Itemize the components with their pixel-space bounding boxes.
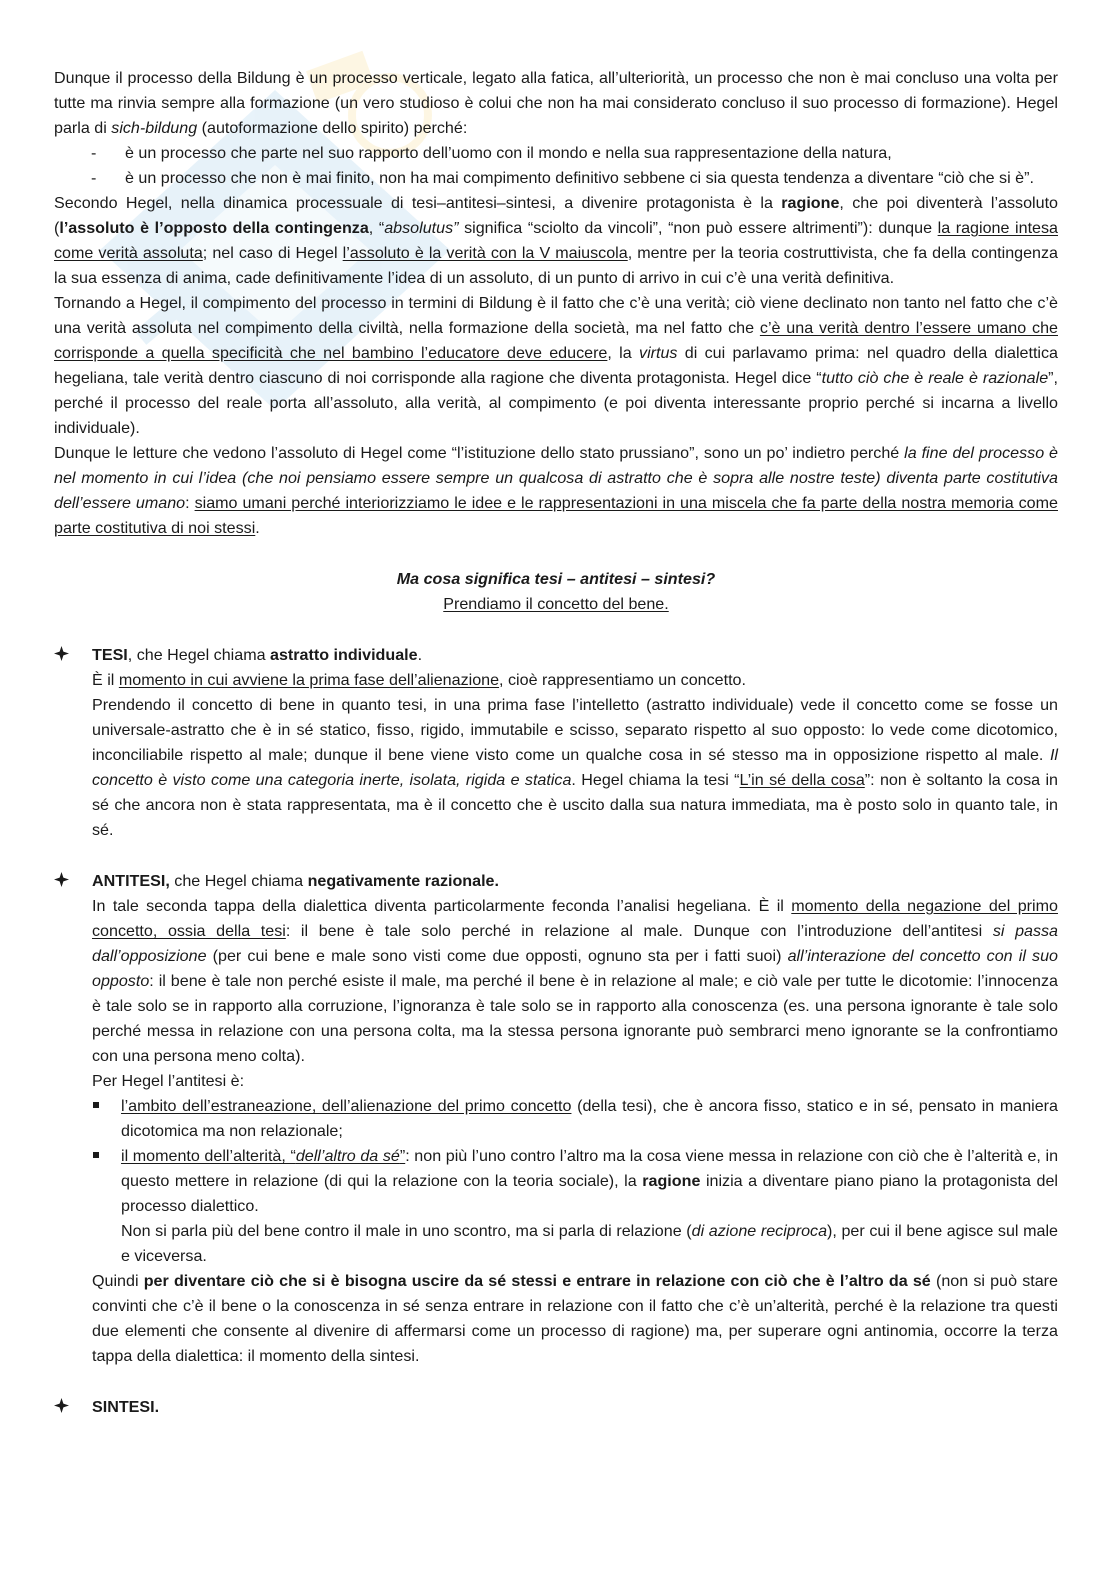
antitesi-per-hegel: Per Hegel l’antitesi è: xyxy=(92,1072,245,1090)
tesi-paragraph: Prendendo il concetto di bene in quanto tesi, in una prima fase l’intelletto (astratto individuale) vede il concetto come se fosse un universale-astratto che è in sé statico, fisso, rigido, immutabile e scisso, separato rispetto al suo opposto: lo vede come dicotomico, inconciliabile rispetto al male; dunque il bene viene visto come un qualche cosa in sé stesso ma in opposizione rispetto al male. Il concetto è visto come una categoria inerte, isolata, rigida e statica. Hegel chiama la tesi “L’in sé della cosa”: non è soltanto la cosa in sé che ancora non è stata rappresentata, ma è il concetto che è uscito dalla sua natura immediata, ma è posto solo in quanto tale, in sé. xyxy=(92,696,1058,839)
tesi-heading: TESI, che Hegel chiama astratto individuale. xyxy=(92,646,423,664)
square-list xyxy=(54,1094,1058,1219)
antitesi-relation-paragraph: Non si parla più del bene contro il male in uno scontro, ma si parla di relazione (di azione reciproca), per cui il bene agisce sul male e viceversa. xyxy=(121,1222,1058,1265)
section-question: Ma cosa significa tesi – antitesi – sintesi? xyxy=(396,570,716,588)
section-tesi xyxy=(54,643,1058,843)
dash-list xyxy=(54,141,1058,191)
list-item: - è un processo che non è mai finito, non ha mai compimento definitivo sebbene ci sia questa tendenza a diventare “ciò che si è”. xyxy=(54,166,1058,191)
paragraph-ragione: Secondo Hegel, nella dinamica processuale di tesi–antitesi–sintesi, a divenire protagonista è la ragione, che poi diventerà l’assoluto (l’assoluto è l’opposto della contingenza, “absolutus” significa “sciolto da vincoli”, “non può essere altrimenti”): dunque la ragione intesa come verità assoluta; nel caso di Hegel l’assoluto è la verità con la V maiuscola, mentre per la teoria costruttivista, che fa della contingenza la sua essenza di anima, cade definitivamente l’idea di un assoluto, di un punto di arrivo in cui c’è una verità definitiva. xyxy=(54,194,1058,287)
document-page xyxy=(54,66,1058,1420)
antitesi-conclusion: Quindi per diventare ciò che si è bisogna uscire da sé stessi e entrare in relazione con ciò che è l’altro da sé (non si può stare convinti che c’è il bene o la conoscenza in sé senza entrare in relazione con il fatto che c’è un’alterità, perché è la relazione tra questi due elementi che consente al divenire di affermarsi come un processo di ragione) ma, per superare ogni antinomia, occorre la terza tappa della dialettica: il momento della sintesi. xyxy=(92,1272,1058,1365)
paragraph-bildung: Tornando a Hegel, il compimento del processo in termini di Bildung è il fatto che c’è una verità; ciò viene declinato non tanto nel fatto che c’è una verità assoluta nel compimento della civiltà, nella formazione della società, ma nel fatto che c’è una verità dentro l’essere umano che corrisponde a quella specificità che nel bambino l’educatore deve educere, la virtus di cui parlavamo prima: nel quadro della dialettica hegeliana, tale verità dentro ciascuno di noi corrisponde alla ragione che diventa protagonista. Hegel dice “tutto ciò che è reale è razionale”, perché il processo del reale porta all’assoluto, alla verità, al compimento (e poi diventa interessante proprio perché si incarna a livello individuale). xyxy=(54,294,1058,437)
list-item: - è un processo che parte nel suo rapporto dell’uomo con il mondo e nella sua rappresentazione della natura, xyxy=(54,141,1058,166)
section-antitesi xyxy=(54,869,1058,1369)
paragraph-assoluto: Dunque le letture che vedono l’assoluto di Hegel come “l’istituzione dello stato prussiano”, sono un po’ indietro perché la fine del processo è nel momento in cui l’idea (che noi pensiamo essere sempre un qualcosa di astratto che è sopra alle nostre teste) diventa parte costitutiva dell’essere umano: siamo umani perché interiorizziamo le idee e le rappresentazioni in una miscela che fa parte della nostra memoria come parte costitutiva di noi stessi. xyxy=(54,444,1059,537)
list-item: il momento dell’alterità, “dell’altro da sé”: non più l’uno contro l’altro ma la cosa viene messa in relazione con ciò che è l’alterità e, in questo mettere in relazione (di qui la relazione con la teoria sociale), la ragione inizia a diventare piano piano la protagonista del processo dialettico. xyxy=(54,1144,1058,1219)
diamond-bullet-icon xyxy=(54,872,69,887)
section-subtitle: Prendiamo il concetto del bene. xyxy=(443,595,669,613)
section-sintesi xyxy=(54,1395,1058,1420)
antitesi-heading: ANTITESI, che Hegel chiama negativamente razionale. xyxy=(92,872,499,890)
antitesi-paragraph: In tale seconda tappa della dialettica diventa particolarmente feconda l’analisi hegeliana. È il momento della negazione del primo concetto, ossia della tesi: il bene è tale solo perché in relazione al male. Dunque con l’introduzione dell’antitesi si passa dall’opposizione (per cui bene e male sono visti come due opposti, ognuno sta per i fatti suoi) all’interazione del concetto con il suo opposto: il bene è tale non perché esiste il male, ma perché il bene è in relazione al male; e ciò vale per tutte le dicotomie: l’innocenza è tale solo se in rapporto alla corruzione, l’ignoranza è tale solo se in rapporto alla conoscenza (es. una persona ignorante è tale solo perché messa in relazione con una persona colta, ma la stessa persona ignorante può sembrarci meno ignorante se la confrontiamo con una persona meno colta). xyxy=(92,897,1059,1065)
diamond-bullet-icon xyxy=(54,1398,69,1413)
list-item: l’ambito dell’estraneazione, dell’alienazione del primo concetto (della tesi), che è ancora fisso, statico e in sé, pensato in maniera dicotomica ma non relazionale; xyxy=(54,1094,1058,1144)
sintesi-heading: SINTESI. xyxy=(92,1398,160,1416)
tesi-line: È il momento in cui avviene la prima fase dell’alienazione, cioè rappresentiamo un concetto. xyxy=(92,671,746,689)
intro-paragraph: Dunque il processo della Bildung è un processo verticale, legato alla fatica, all’ulteriorità, un processo che non è mai concluso una volta per tutte ma rinvia sempre alla formazione (un vero studioso è colui che non ha mai considerato concluso il suo processo di formazione). Hegel parla di sich-bildung (autoformazione dello spirito) perché: xyxy=(54,69,1058,137)
diamond-bullet-icon xyxy=(54,646,69,661)
